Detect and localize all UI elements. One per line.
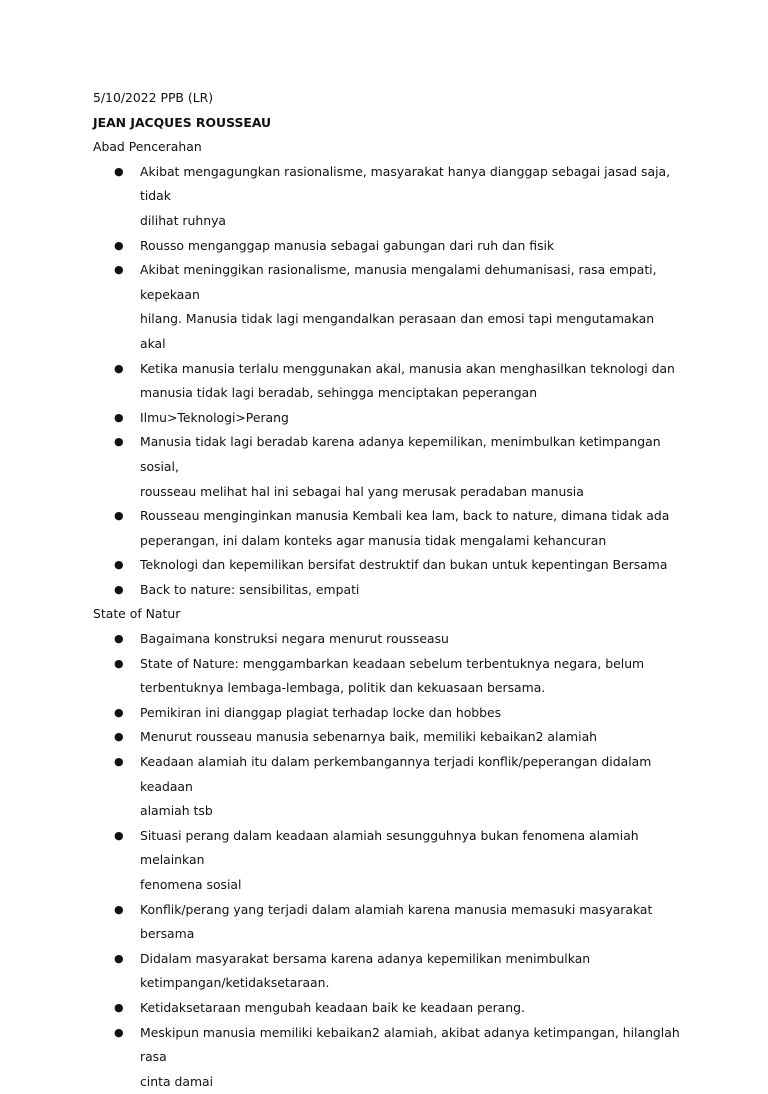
- bullet-icon: ●: [114, 582, 124, 596]
- list-item-text: Meskipun manusia memiliki kebaikan2 alamiah, akibat adanya ketimpangan, hilanglah rasa: [140, 1024, 680, 1065]
- section-heading: State of Natur: [93, 606, 181, 622]
- list-item-text: dilihat ruhnya: [140, 212, 227, 228]
- list-item: [93, 234, 683, 259]
- list-item: [93, 357, 683, 406]
- list-item: [93, 627, 683, 652]
- bullet-icon: ●: [114, 755, 124, 769]
- list-item: [93, 750, 683, 824]
- bullet-icon: ●: [114, 509, 124, 523]
- list-item-text: ketimpangan/ketidaksetaraan.: [140, 975, 330, 991]
- list-item-text: Manusia tidak lagi beradab karena adanya kepemilikan, menimbulkan ketimpangan sosial,: [140, 434, 661, 474]
- bullet-icon: ●: [114, 1000, 124, 1014]
- document-body: [93, 86, 683, 1094]
- bullet-icon: ●: [114, 263, 124, 277]
- bullet-icon: ●: [114, 705, 124, 719]
- list-item-text: rousseau melihat hal ini sebagai hal yang merusak peradaban manusia: [140, 483, 584, 499]
- list-item-text: State of Nature: menggambarkan keadaan sebelum terbentuknya negara, belum: [140, 655, 645, 671]
- bullet-icon: ●: [114, 656, 124, 670]
- section-heading: Abad Pencerahan: [93, 139, 202, 155]
- list-item-text: Ketidaksetaraan mengubah keadaan baik ke keadaan perang.: [140, 999, 525, 1015]
- list-item-text: Teknologi dan kepemilikan bersifat destruktif dan bukan untuk kepentingan Bersama: [140, 557, 668, 573]
- list-item-text: Keadaan alamiah itu dalam perkembangannya terjadi konflik/peperangan didalam keadaan: [140, 754, 652, 794]
- list-item: [93, 996, 683, 1021]
- bullet-icon: ●: [114, 632, 124, 646]
- bullet-icon: ●: [114, 410, 124, 424]
- date-line: 5/10/2022 PPB (LR): [93, 90, 214, 105]
- list-item-text: Ilmu>Teknologi>Perang: [140, 409, 289, 425]
- list-item: [93, 406, 683, 431]
- list-item: [93, 725, 683, 750]
- list-item-text: Situasi perang dalam keadaan alamiah sesungguhnya bukan fenomena alamiah melainkan: [140, 827, 639, 868]
- list-item-text: Ketika manusia terlalu menggunakan akal, manusia akan menghasilkan teknologi dan: [140, 360, 675, 376]
- bullet-icon: ●: [114, 1025, 124, 1039]
- list-item-text: alamiah tsb: [140, 803, 213, 819]
- sections-container: [93, 135, 683, 1094]
- list-item-text: Rousseau menginginkan manusia Kembali kea lam, back to nature, dimana tidak ada: [140, 508, 670, 524]
- list-item-text: Konflik/perang yang terjadi dalam alamiah karena manusia memasuki masyarakat bersama: [140, 901, 653, 942]
- list-item: [93, 701, 683, 726]
- list-item-text: Akibat meninggikan rasionalisme, manusia mengalami dehumanisasi, rasa empati, kepekaan: [140, 262, 657, 302]
- bullet-list: [93, 160, 683, 603]
- list-item: [93, 553, 683, 578]
- list-item: [93, 578, 683, 603]
- list-item: [93, 160, 683, 234]
- list-item: [93, 504, 683, 553]
- list-item: [93, 898, 683, 947]
- list-item-text: Menurut rousseau manusia sebenarnya baik, memiliki kebaikan2 alamiah: [140, 729, 598, 745]
- list-item-text: Bagaimana konstruksi negara menurut rousseasu: [140, 631, 449, 647]
- bullet-icon: ●: [114, 238, 124, 252]
- list-item-text: Akibat mengagungkan rasionalisme, masyarakat hanya dianggap sebagai jasad saja, tidak: [140, 163, 671, 204]
- list-item-text: cinta damai: [140, 1073, 214, 1089]
- list-item: [93, 258, 683, 356]
- list-item-text: Pemikiran ini dianggap plagiat terhadap locke dan hobbes: [140, 704, 502, 720]
- list-item-text: manusia tidak lagi beradab, sehingga menciptakan peperangan: [140, 385, 538, 401]
- list-item-text: Back to nature: sensibilitas, empati: [140, 581, 360, 597]
- list-item-text: Didalam masyarakat bersama karena adanya kepemilikan menimbulkan: [140, 950, 591, 966]
- bullet-icon: ●: [114, 902, 124, 916]
- list-item: [93, 652, 683, 701]
- bullet-icon: ●: [114, 828, 124, 842]
- document-title: JEAN JACQUES ROUSSEAU: [93, 114, 272, 130]
- list-item: [93, 1021, 683, 1094]
- list-item-text: terbentuknya lembaga-lembaga, politik dan kekuasaan bersama.: [140, 680, 546, 696]
- bullet-icon: ●: [114, 730, 124, 744]
- list-item: [93, 947, 683, 996]
- list-item: [93, 430, 683, 504]
- bullet-icon: ●: [114, 558, 124, 572]
- list-item-text: fenomena sosial: [140, 877, 242, 892]
- list-item-text: Rousso menganggap manusia sebagai gabungan dari ruh dan fisik: [140, 237, 555, 253]
- bullet-icon: ●: [114, 164, 124, 178]
- bullet-icon: ●: [114, 951, 124, 965]
- list-item-text: peperangan, ini dalam konteks agar manusia tidak mengalami kehancuran: [140, 532, 607, 548]
- bullet-icon: ●: [114, 435, 124, 449]
- list-item: [93, 824, 683, 898]
- list-item-text: hilang. Manusia tidak lagi mengandalkan perasaan dan emosi tapi mengutamakan akal: [140, 311, 655, 351]
- bullet-icon: ●: [114, 361, 124, 375]
